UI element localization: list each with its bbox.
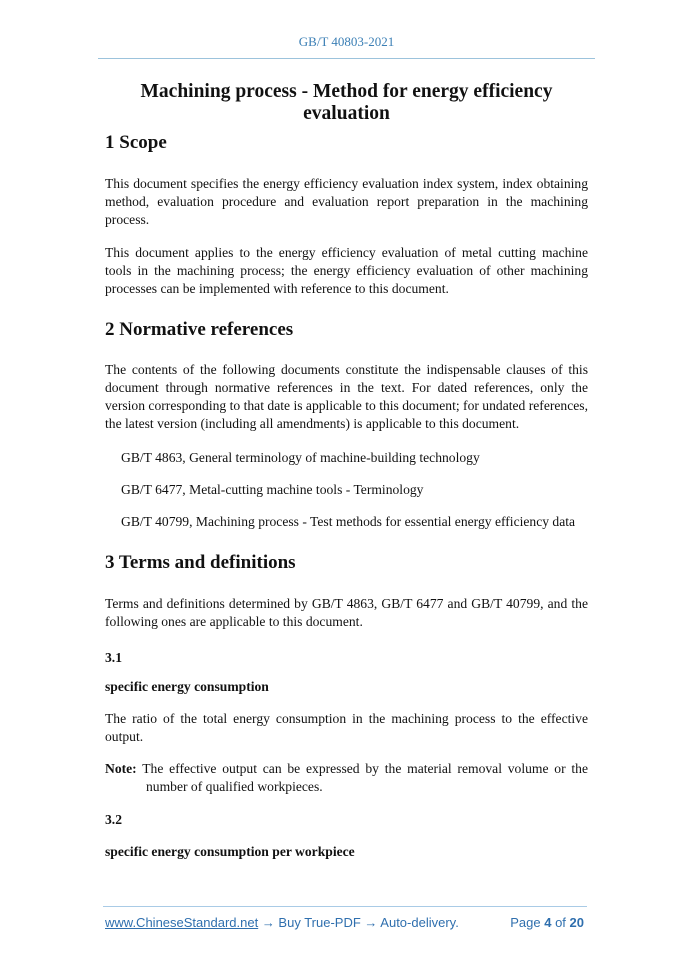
paragraph: The contents of the following documents constitute the indispensable clauses of this document through normative references in the text. For dated references, only the version corresponding to that date is applicable to this document; for undated references, the latest version (including all amendments) is applicable to this document. xyxy=(105,362,588,431)
of-label: of xyxy=(555,915,566,930)
page-label: Page xyxy=(510,915,541,930)
header-divider xyxy=(98,58,595,59)
paragraph: Terms and definitions determined by GB/T 4863, GB/T 6477 and GB/T 40799, and the following ones are applicable to this document. xyxy=(105,596,588,629)
note-text: The effective output can be expressed by the material removal volume or the number of qualified workpieces. xyxy=(142,761,589,794)
current-page: 4 xyxy=(544,915,552,930)
footer-divider xyxy=(103,906,587,907)
website-link[interactable]: www.ChineseStandard.net xyxy=(105,915,259,930)
footer xyxy=(105,915,584,930)
term-name: specific energy consumption per workpiece xyxy=(105,844,355,859)
term-note xyxy=(105,760,588,796)
term-number: 3.2 xyxy=(105,812,122,827)
promo-text: → Buy True-PDF → Auto-delivery. xyxy=(258,915,459,930)
reference-item: GB/T 4863, General terminology of machine-building technology xyxy=(121,450,480,465)
footer-promo xyxy=(105,915,459,930)
reference-item: GB/T 40799, Machining process - Test methods for essential energy efficiency data xyxy=(121,514,576,529)
paragraph: This document specifies the energy efficiency evaluation index system, index obtaining method, evaluation procedure and evaluation report preparation in the machining process. xyxy=(105,176,588,227)
term-number: 3.1 xyxy=(105,650,122,665)
note-label: Note: xyxy=(105,761,137,776)
reference-item: GB/T 6477, Metal-cutting machine tools - Terminology xyxy=(121,482,424,497)
document-title: Machining process - Method for energy efficiency evaluation xyxy=(140,81,553,124)
paragraph: This document applies to the energy efficiency evaluation of metal cutting machine tools in the machining process; the energy efficiency evaluation of other machining processes can be implemented with reference to this document. xyxy=(105,245,588,296)
page-indicator xyxy=(510,915,584,930)
term-name: specific energy consumption xyxy=(105,679,269,694)
total-pages: 20 xyxy=(569,915,584,930)
section-heading-terms: 3 Terms and definitions xyxy=(105,552,296,573)
section-heading-normative-references: 2 Normative references xyxy=(105,319,294,340)
section-heading-scope: 1 Scope xyxy=(105,132,167,153)
term-definition: The ratio of the total energy consumption in the machining process to the effective output. xyxy=(105,711,588,744)
document-id-header: GB/T 40803-2021 xyxy=(298,34,395,49)
